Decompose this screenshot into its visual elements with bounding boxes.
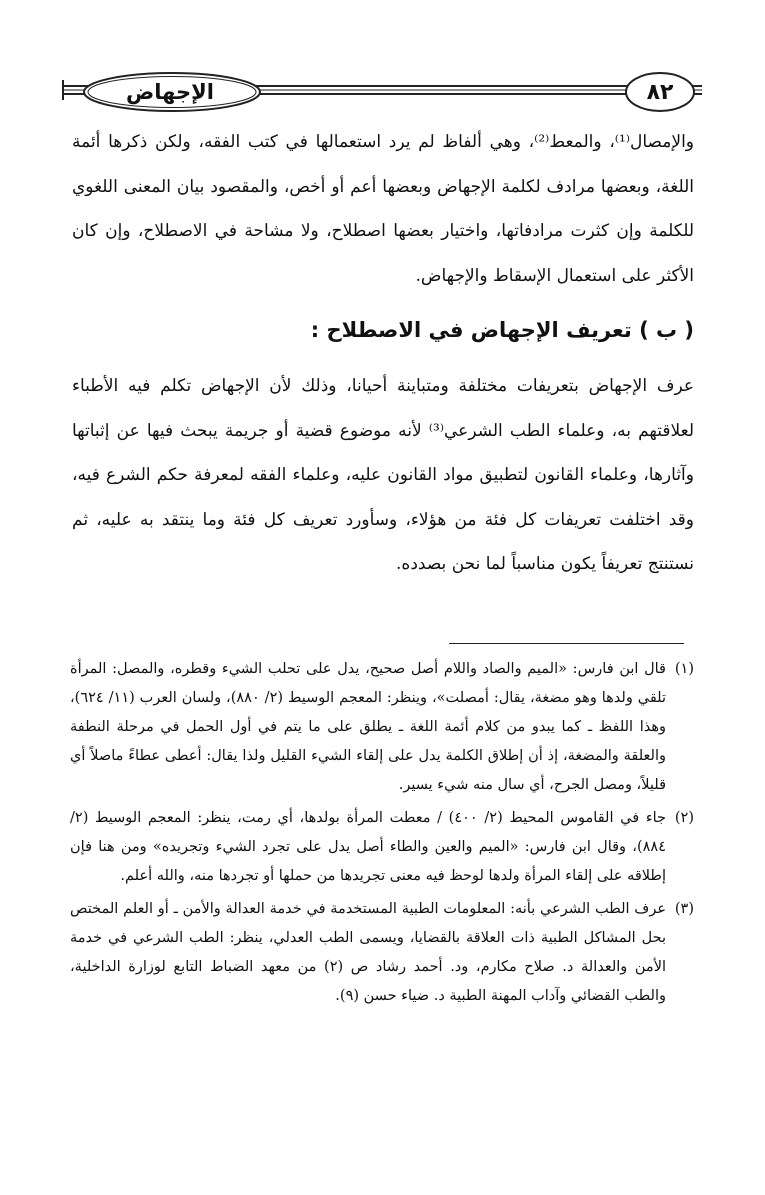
paragraph-1: والإمصال⁽¹⁾، والمعط⁽²⁾، وهي ألفاظ لم يرد استعمالها في كتب الفقه، ولكن ذكرها أئمة اللغة، وبعضها مرادف لكلمة الإجهاض وبعضها أعم أو أخص، والمقصود بيان المعنى اللغوي للكلمة وإن كثرت مرادفاتها، واختيار بعضها اصطلاح، ولا مشاحة في الاصطلاح، وإن كان الأكثر على استعمال الإسقاط والإجهاض.: [72, 132, 694, 286]
footnote-text: جاء في القاموس المحيط (٢/ ٤٠٠) / معطت المرأة بولدها، أي رمت، ينظر: المعجم الوسيط (٢/ ٨٨٤)، وقال ابن فارس: «الميم والعين والطاء أصل يدل على تجرد الشيء وتجريده» ومن هنا فإن إطلاقه على إلقاء المرأة ولدها لوحظ فيه معنى تجريدها من حملها أو تجردها منه، والله أعلم.: [70, 810, 667, 884]
footnote-separator: [449, 643, 684, 644]
section-heading: ( ب ) تعريف الإجهاض في الاصطلاح :: [310, 318, 694, 342]
footnote-3: [70, 895, 694, 1011]
footnote-text: قال ابن فارس: «الميم والصاد واللام أصل صحيح، يدل على تحلب الشيء وقطره، والمصل: المرأة تلقي ولدها وهو مضغة، يقال: أمصلت»، وينظر: المعجم الوسيط (٢/ ٨٨٠)، ولسان العرب (١١/ ٦٢٤)، وهذا اللفظ ـ كما يبدو من كلام أئمة اللغة ـ يطلق على ما يتم في أول الحمل في مرحلة النطفة والعلقة والمضغة، إذ أن إطلاق الكلمة يدل على إلقاء الشيء القليل ولذا يقال: أعطى عطاءً ماصلاً أي قليلاً، ومصل الجرح، أي سال منه شيء يسير.: [70, 661, 667, 793]
footnote-2: [70, 804, 694, 891]
footnotes: [70, 655, 694, 1015]
footnote-number: (٢): [674, 810, 694, 826]
footnote-text: عرف الطب الشرعي بأنه: المعلومات الطبية المستخدمة في خدمة العدالة والأمن ـ أو العلم المختص بحل المشاكل الطبية ذات العلاقة بالقضايا، ويسمى الطب العدلي، ينظر: الطب الشرعي في خدمة الأمن والعدالة د. صلاح مكارم، ود. أحمد رشاد ص (٢) من معهد الضباط التابع لوزارة الداخلية، والطب القضائي وآداب المهنة الطبية د. ضياء حسن (٩).: [70, 901, 667, 1004]
footnote-number: (٣): [674, 901, 694, 917]
footnote-1: [70, 655, 694, 800]
footnote-number: (١): [674, 661, 694, 677]
running-title: الإجهاض: [126, 80, 214, 104]
page-number: ٨٢: [646, 79, 674, 105]
paragraph-2: عرف الإجهاض بتعريفات مختلفة ومتباينة أحيانا، وذلك لأن الإجهاض تكلم فيه الأطباء لعلاقتهم به، وعلماء الطب الشرعي⁽³⁾ لأنه موضوع قضية أو جريمة يبحث فيها عن إثباتها وآثارها، وعلماء القانون لتطبيق مواد القانون عليه، وعلماء الفقه لمعرفة حكم الشرع فيه، وقد اختلفت تعريفات كل فئة من هؤلاء، وسأورد تعريف كل فئة وما ينتقد به عليه، ثم نستنتج تعريفاً يكون مناسباً لما نحن بصدده.: [72, 376, 695, 574]
